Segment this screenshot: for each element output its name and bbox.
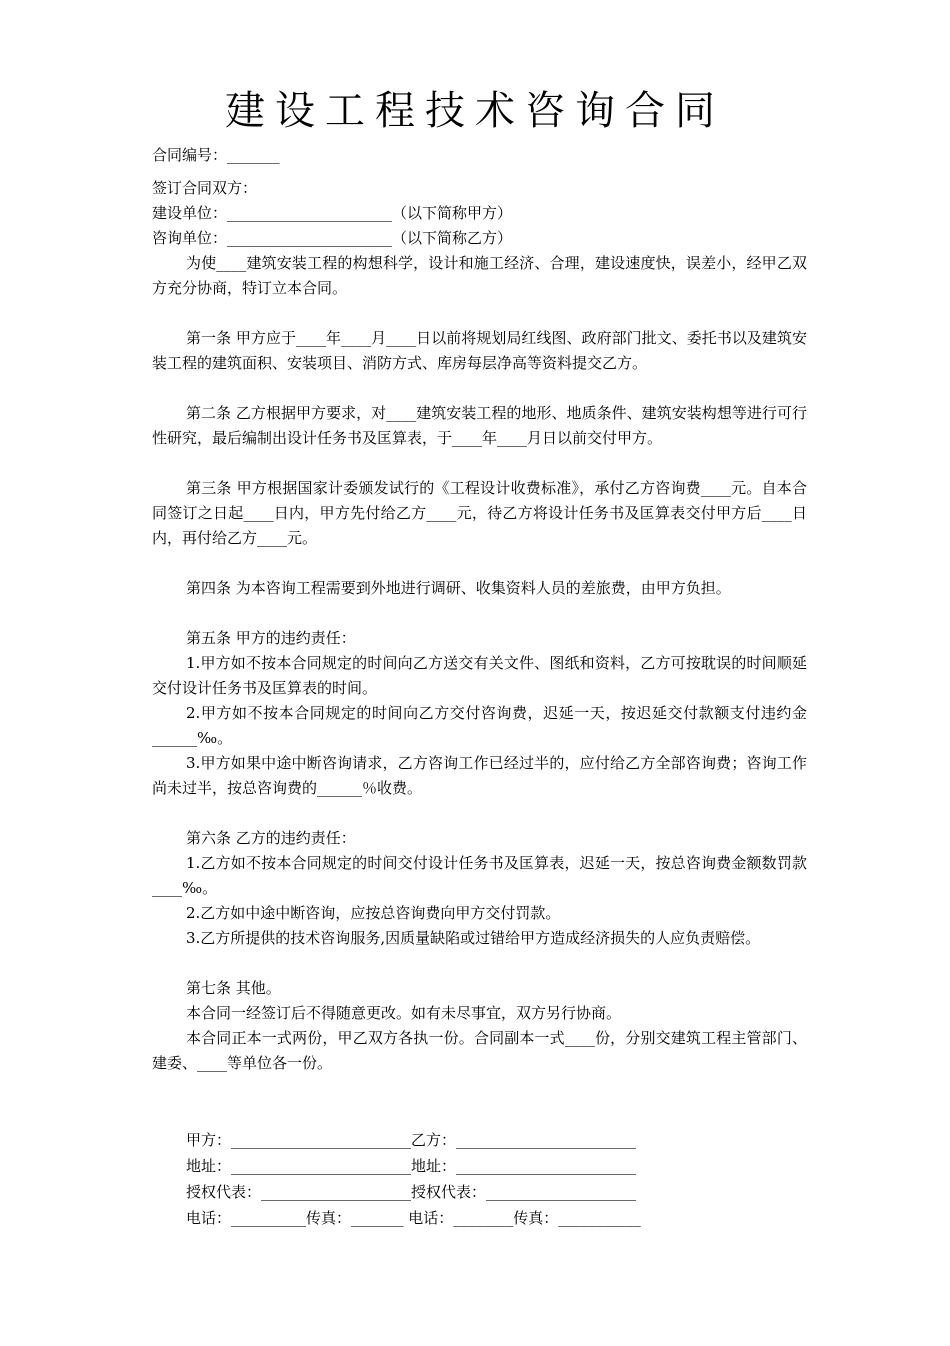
article-6-item-3: 3.乙方所提供的技术咨询服务,因质量缺陷或过错给甲方造成经济损失的人应负责赔偿。 <box>186 929 761 947</box>
article-6-title: 第六条 乙方的违约责任： <box>186 829 356 847</box>
article-7-title: 第七条 其他。 <box>186 979 281 997</box>
signature-row-parties: 甲方：________________________乙方：________________________ <box>186 1131 637 1149</box>
article-3: 第三条 甲方根据国家计委颁发试行的《工程设计收费标准》，承付乙方咨询费____元。自本合同签订之日起____日内，甲方先付给乙方____元，待乙方将设计任务书及匡算表交付甲方后____日内，再付给乙方____元。 <box>152 479 807 547</box>
party-a-line: 建设单位：______________________（以下简称甲方） <box>152 204 513 222</box>
article-7-item-2: 本合同正本一式两份，甲乙双方各执一份。合同副本一式____份，分别交建筑工程主管部门、建委、____等单位各一份。 <box>152 1029 807 1072</box>
signature-row-phone-fax: 电话：__________传真：_______ 电话：________传真：___________ <box>186 1209 641 1227</box>
document-title: 建设工程技术咨询合同 <box>225 88 725 134</box>
contract-body <box>152 143 807 1076</box>
article-6-item-2: 2.乙方如中途中断咨询，应按总咨询费向甲方交付罚款。 <box>186 904 561 922</box>
article-5-item-3: 3.甲方如果中途中断咨询请求，乙方咨询工作已经过半的，应付给乙方全部咨询费；咨询工作尚未过半，按总咨询费的______％收费。 <box>152 754 807 797</box>
parties-header: 签订合同双方： <box>152 179 258 197</box>
intro-paragraph: 为使____建筑安装工程的构想科学，设计和施工经济、合理，建设速度快，误差小，经甲乙双方充分协商，特订立本合同。 <box>152 254 807 297</box>
article-5-item-2: 2.甲方如不按本合同规定的时间向乙方交付咨询费，迟延一天，按迟延交付款额支付违约金______‰。 <box>152 704 807 747</box>
party-b-line: 咨询单位：______________________（以下简称乙方） <box>152 229 513 247</box>
signature-row-representative: 授权代表：____________________授权代表：____________________ <box>186 1183 637 1201</box>
article-5-item-1: 1.甲方如不按本合同规定的时间向乙方送交有关文件、图纸和资料，乙方可按耽误的时间顺延交付设计任务书及匡算表的时间。 <box>152 654 807 697</box>
signature-row-address: 地址：________________________地址：________________________ <box>186 1157 637 1175</box>
article-2: 第二条 乙方根据甲方要求，对____建筑安装工程的地形、地质条件、建筑安装构想等进行可行性研究，最后编制出设计任务书及匡算表，于____年____月日以前交付甲方。 <box>152 404 807 447</box>
article-6-item-1: 1.乙方如不按本合同规定的时间交付设计任务书及匡算表，迟延一天，按总咨询费金额数罚款____‰。 <box>152 854 807 897</box>
article-7-item-1: 本合同一经签订后不得随意更改。如有未尽事宜，双方另行协商。 <box>186 1004 622 1022</box>
article-4: 第四条 为本咨询工程需要到外地进行调研、收集资料人员的差旅费，由甲方负担。 <box>186 579 731 597</box>
article-1: 第一条 甲方应于____年____月____日以前将规划局红线图、政府部门批文、委托书以及建筑安装工程的建筑面积、安装项目、消防方式、库房每层净高等资料提交乙方。 <box>152 329 807 372</box>
article-5-title: 第五条 甲方的违约责任： <box>186 629 356 647</box>
contract-number: 合同编号：_______ <box>152 146 280 164</box>
